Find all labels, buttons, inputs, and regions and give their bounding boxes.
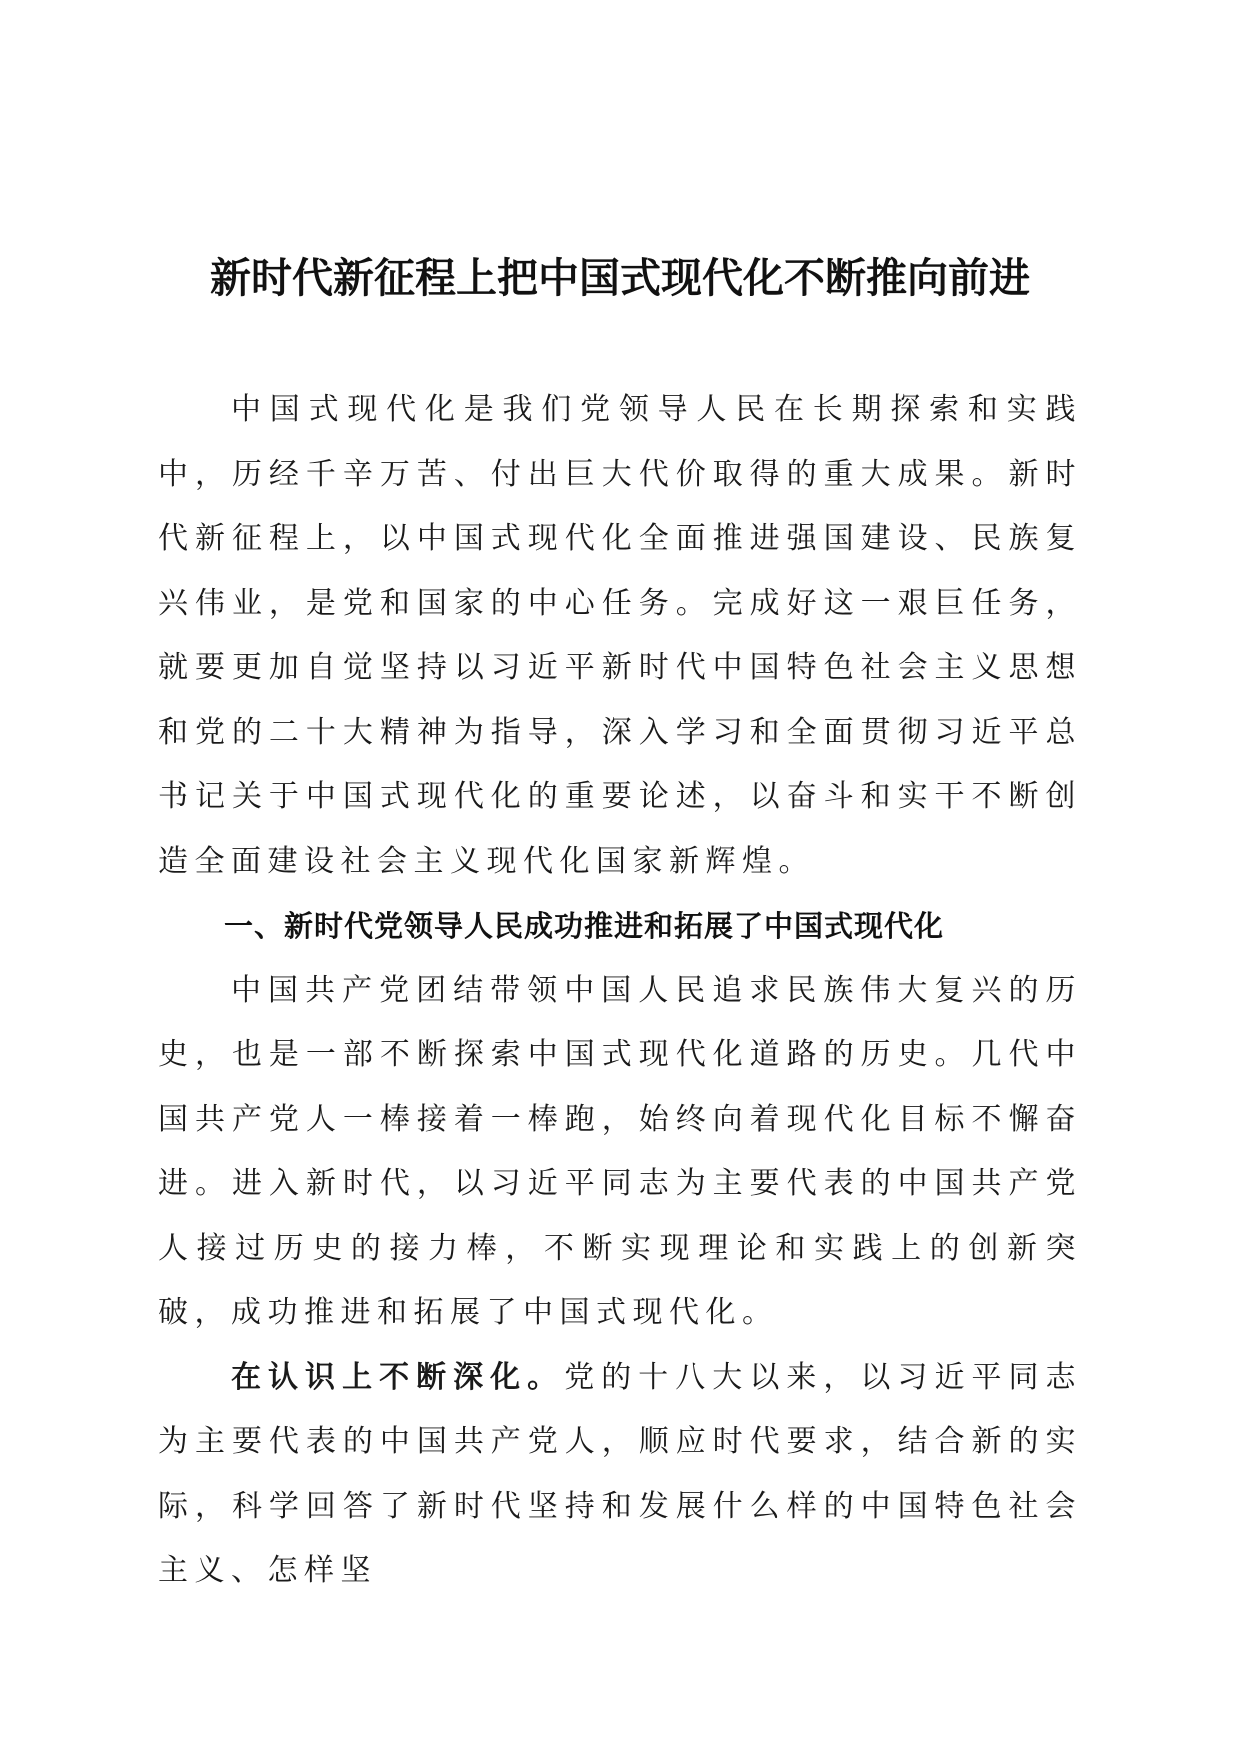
paragraph-lead: 在认识上不断深化。 — [231, 1359, 565, 1395]
intro-paragraph: 中国式现代化是我们党领导人民在长期探索和实践中，历经千辛万苦、付出巨大代价取得的重大成果。新时代新征程上，以中国式现代化全面推进强国建设、民族复兴伟业，是党和国家的中心任务。完成好这一艰巨任务，就要更加自觉坚持以习近平新时代中国特色社会主义思想和党的二十大精神为指导，深入学习和全面贯彻习近平总书记关于中国式现代化的重要论述，以奋斗和实干不断创造全面建设社会主义现代化国家新辉煌。 — [158, 392, 1082, 879]
paragraph-text: 党的十八大以来，以习近平同志为主要代表的中国共产党人，顺应时代要求，结合新的实际，科学回答了新时代坚持和发展什么样的中国特色社会主义、怎样坚 — [158, 1359, 1083, 1588]
section-heading: 一、新时代党领导人民成功推进和拓展了中国式现代化 — [224, 909, 945, 943]
document-title: 新时代新征程上把中国式现代化不断推向前进 — [210, 254, 1030, 302]
section-paragraph-2 — [158, 1346, 1082, 1604]
document-body — [158, 378, 1082, 1604]
section-paragraph: 中国共产党团结带领中国人民追求民族伟大复兴的历史，也是一部不断探索中国式现代化道路的历史。几代中国共产党人一棒接着一棒跑，始终向着现代化目标不懈奋进。进入新时代，以习近平同志为主要代表的中国共产党人接过历史的接力棒，不断实现理论和实践上的创新突破，成功推进和拓展了中国式现代化。 — [158, 972, 1082, 1330]
